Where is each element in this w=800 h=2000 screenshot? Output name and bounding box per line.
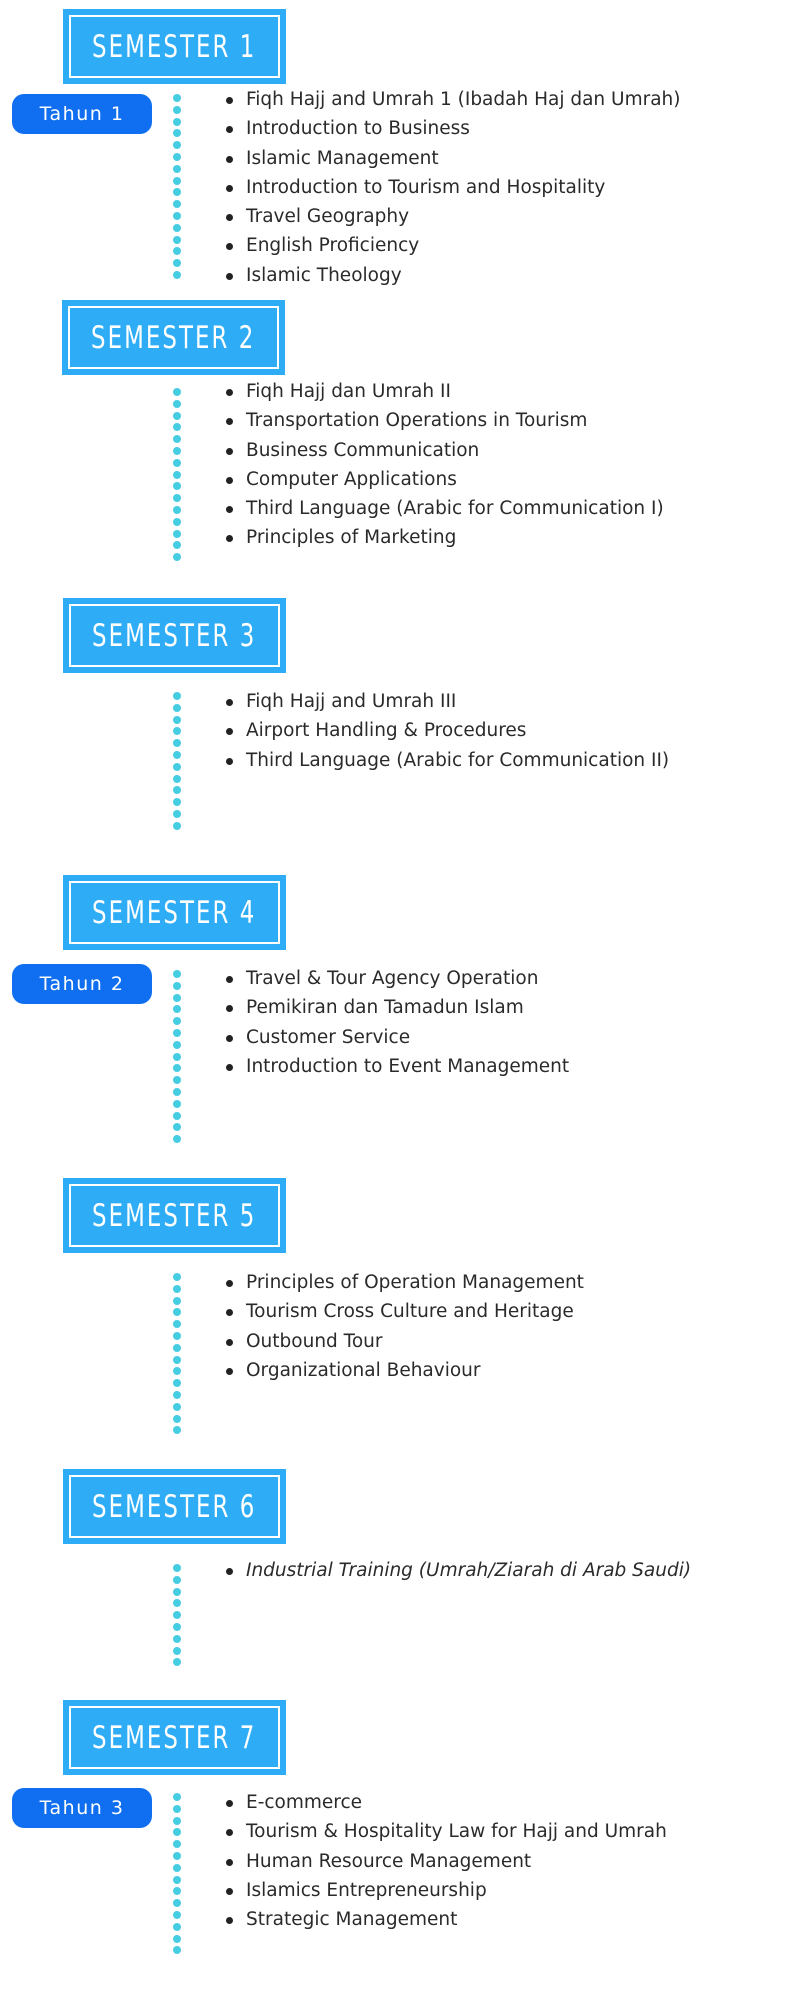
semester-header-frame xyxy=(69,881,280,944)
timeline-dot xyxy=(173,1635,181,1643)
list-item: Third Language (Arabic for Communication I) xyxy=(222,494,664,523)
timeline-dot xyxy=(173,1308,181,1316)
timeline-dot xyxy=(173,494,181,502)
timeline-dot xyxy=(173,541,181,549)
timeline-dot xyxy=(173,1135,181,1143)
semester-header-frame xyxy=(68,306,279,369)
timeline-dot xyxy=(173,1100,181,1108)
list-item: Pemikiran dan Tamadun Islam xyxy=(222,993,569,1022)
timeline-dot xyxy=(173,704,181,712)
timeline-dot xyxy=(173,423,181,431)
semester-5-header xyxy=(63,1178,286,1253)
timeline-dot xyxy=(173,400,181,408)
timeline-dot xyxy=(173,1647,181,1655)
course-list-semester-4 xyxy=(222,964,569,1081)
timeline-dot xyxy=(173,1053,181,1061)
timeline-dot xyxy=(173,1864,181,1872)
timeline-dot xyxy=(173,200,181,208)
semester-3-header xyxy=(63,598,286,673)
list-item: Travel & Tour Agency Operation xyxy=(222,964,569,993)
timeline-dot xyxy=(173,1112,181,1120)
course-list-semester-2 xyxy=(222,377,664,553)
timeline-dot xyxy=(173,763,181,771)
timeline-dot xyxy=(173,1588,181,1596)
list-item: English Proficiency xyxy=(222,231,680,260)
list-item: Tourism & Hospitality Law for Hajj and Umrah xyxy=(222,1817,667,1846)
course-list-semester-6 xyxy=(222,1556,691,1585)
list-item: Introduction to Business xyxy=(222,114,680,143)
list-item: Transportation Operations in Tourism xyxy=(222,406,664,435)
timeline-dot xyxy=(173,716,181,724)
timeline-dot xyxy=(173,1946,181,1954)
timeline-dot xyxy=(173,1852,181,1860)
timeline-dot xyxy=(173,129,181,137)
timeline-dot xyxy=(173,212,181,220)
semester-title: SEMESTER 4 xyxy=(92,894,257,931)
timeline-dot xyxy=(173,1391,181,1399)
timeline-dot xyxy=(173,1285,181,1293)
year-badge-1: Tahun 1 xyxy=(12,94,152,134)
timeline-dot xyxy=(173,1611,181,1619)
timeline-dot xyxy=(173,1805,181,1813)
timeline-dot xyxy=(173,506,181,514)
list-item: Outbound Tour xyxy=(222,1327,584,1356)
list-item: Computer Applications xyxy=(222,465,664,494)
timeline-dot xyxy=(173,236,181,244)
list-item: Islamics Entrepreneurship xyxy=(222,1876,667,1905)
semester-6-header xyxy=(63,1469,286,1544)
list-item: Strategic Management xyxy=(222,1905,667,1934)
course-list-semester-7 xyxy=(222,1788,667,1934)
list-item: Travel Geography xyxy=(222,202,680,231)
semester-header-frame xyxy=(69,15,280,78)
timeline-dot xyxy=(173,798,181,806)
timeline-dot xyxy=(173,970,181,978)
semester-title: SEMESTER 2 xyxy=(91,319,256,356)
semester-title: SEMESTER 3 xyxy=(92,617,257,654)
timeline-dot xyxy=(173,530,181,538)
timeline-dot xyxy=(173,1379,181,1387)
timeline-dot xyxy=(173,1029,181,1037)
list-item: Islamic Theology xyxy=(222,261,680,290)
semester-header-frame xyxy=(69,1475,280,1538)
semester-title: SEMESTER 6 xyxy=(92,1488,257,1525)
list-item: Third Language (Arabic for Communication II) xyxy=(222,746,669,775)
timeline-dot xyxy=(173,1297,181,1305)
list-item: Islamic Management xyxy=(222,144,680,173)
timeline-dot xyxy=(173,1911,181,1919)
timeline-dot xyxy=(173,1344,181,1352)
timeline-dot xyxy=(173,271,181,279)
course-list-semester-5 xyxy=(222,1268,584,1385)
timeline-dot xyxy=(173,1876,181,1884)
timeline-dot xyxy=(173,692,181,700)
timeline-dot xyxy=(173,165,181,173)
timeline-dot xyxy=(173,153,181,161)
timeline-dot xyxy=(173,822,181,830)
timeline-dot xyxy=(173,1658,181,1666)
timeline-dot xyxy=(173,810,181,818)
list-item: Fiqh Hajj dan Umrah II xyxy=(222,377,664,406)
semester-header-frame xyxy=(69,604,280,667)
timeline-dot xyxy=(173,435,181,443)
timeline-dot xyxy=(173,1367,181,1375)
timeline-dot xyxy=(173,1887,181,1895)
list-item: Principles of Marketing xyxy=(222,523,664,552)
timeline-dot xyxy=(173,727,181,735)
timeline-dot xyxy=(173,518,181,526)
timeline-dot xyxy=(173,994,181,1002)
timeline-dot xyxy=(173,247,181,255)
timeline-dot xyxy=(173,259,181,267)
timeline-dot xyxy=(173,188,181,196)
timeline-dot xyxy=(173,1064,181,1072)
timeline-dot xyxy=(173,786,181,794)
year-badge-3: Tahun 3 xyxy=(12,1788,152,1828)
timeline-dot xyxy=(173,1332,181,1340)
timeline-dot xyxy=(173,1041,181,1049)
semester-4-header xyxy=(63,875,286,950)
timeline-dot xyxy=(173,1356,181,1364)
list-item: Human Resource Management xyxy=(222,1847,667,1876)
timeline-dot xyxy=(173,982,181,990)
list-item: E-commerce xyxy=(222,1788,667,1817)
timeline-dot xyxy=(173,1564,181,1572)
timeline-dot xyxy=(173,1076,181,1084)
year-badge-2: Tahun 2 xyxy=(12,964,152,1004)
timeline-dot xyxy=(173,224,181,232)
timeline-dot xyxy=(173,118,181,126)
timeline-dot xyxy=(173,1828,181,1836)
timeline-dot xyxy=(173,1935,181,1943)
timeline-dot xyxy=(173,1576,181,1584)
timeline-dot xyxy=(173,1005,181,1013)
semester-title: SEMESTER 7 xyxy=(92,1719,257,1756)
timeline-dot xyxy=(173,1088,181,1096)
timeline-dot xyxy=(173,1840,181,1848)
timeline-dot xyxy=(173,751,181,759)
semester-title: SEMESTER 1 xyxy=(92,28,257,65)
timeline-dot xyxy=(173,775,181,783)
list-item: Principles of Operation Management xyxy=(222,1268,584,1297)
timeline-dot xyxy=(173,1415,181,1423)
list-item: Tourism Cross Culture and Heritage xyxy=(222,1297,584,1326)
list-item: Organizational Behaviour xyxy=(222,1356,584,1385)
timeline-dot xyxy=(173,141,181,149)
timeline-dot xyxy=(173,1599,181,1607)
timeline-dot xyxy=(173,1817,181,1825)
list-item: Fiqh Hajj and Umrah III xyxy=(222,687,669,716)
timeline-dot xyxy=(173,1403,181,1411)
list-item: Industrial Training (Umrah/Ziarah di Arab Saudi) xyxy=(222,1556,691,1585)
list-item: Fiqh Hajj and Umrah 1 (Ibadah Haj dan Umrah) xyxy=(222,85,680,114)
timeline-dot xyxy=(173,412,181,420)
semester-title: SEMESTER 5 xyxy=(92,1197,257,1234)
timeline-dot xyxy=(173,1899,181,1907)
semester-2-header xyxy=(62,300,285,375)
semester-7-header xyxy=(63,1700,286,1775)
timeline-dot xyxy=(173,471,181,479)
timeline-dot xyxy=(173,177,181,185)
timeline-dot xyxy=(173,1017,181,1025)
timeline-dot xyxy=(173,1123,181,1131)
course-list-semester-1 xyxy=(222,85,680,290)
list-item: Introduction to Tourism and Hospitality xyxy=(222,173,680,202)
timeline-dot xyxy=(173,459,181,467)
timeline-dot xyxy=(173,553,181,561)
timeline-dot xyxy=(173,482,181,490)
timeline-dot xyxy=(173,1923,181,1931)
timeline-dot xyxy=(173,1623,181,1631)
timeline-dot xyxy=(173,106,181,114)
course-list-semester-3 xyxy=(222,687,669,775)
list-item: Introduction to Event Management xyxy=(222,1052,569,1081)
timeline-dot xyxy=(173,388,181,396)
timeline-dot xyxy=(173,1273,181,1281)
timeline-dot xyxy=(173,1793,181,1801)
list-item: Business Communication xyxy=(222,436,664,465)
semester-1-header xyxy=(63,9,286,84)
timeline-dot xyxy=(173,739,181,747)
timeline-dot xyxy=(173,94,181,102)
timeline-dot xyxy=(173,447,181,455)
timeline-dot xyxy=(173,1426,181,1434)
semester-header-frame xyxy=(69,1706,280,1769)
list-item: Customer Service xyxy=(222,1023,569,1052)
semester-header-frame xyxy=(69,1184,280,1247)
timeline-dot xyxy=(173,1320,181,1328)
list-item: Airport Handling & Procedures xyxy=(222,716,669,745)
